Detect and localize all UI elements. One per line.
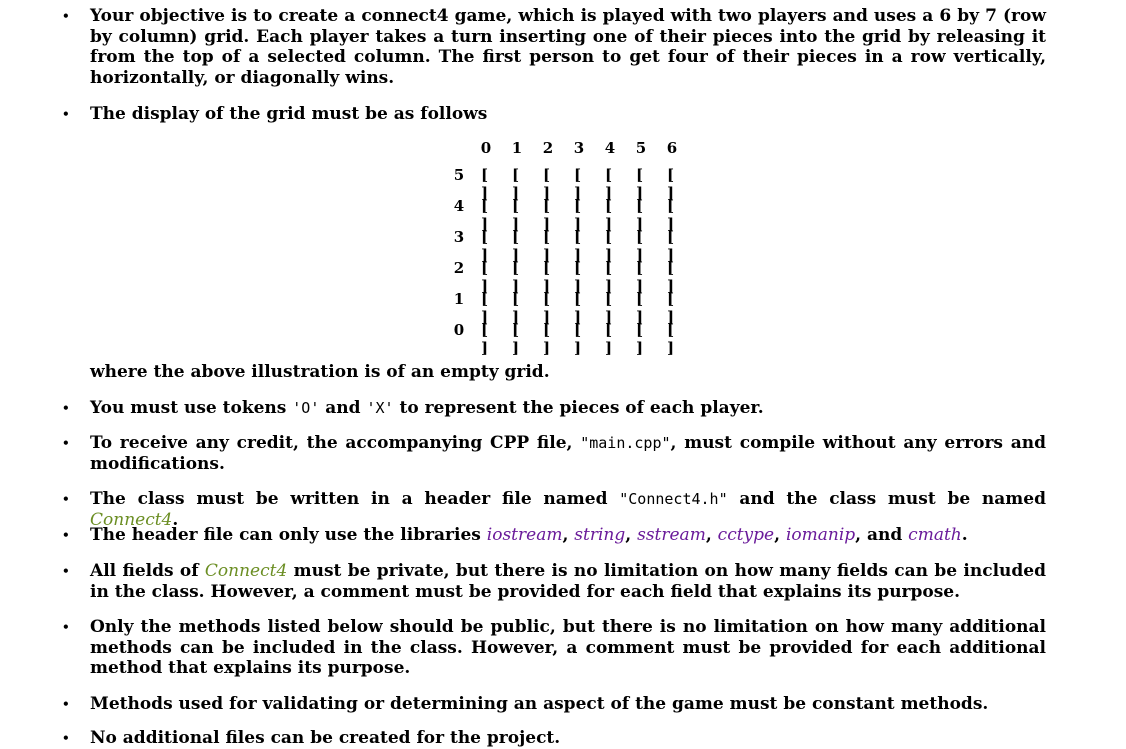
text-run: All fields of (90, 561, 205, 581)
empty-grid-illustration (450, 137, 710, 357)
library-name: sstream (637, 525, 706, 545)
bullet-icon: • (62, 528, 70, 542)
grid-cell: [ ] (573, 166, 585, 202)
text-run: must be private, but there is no limitation on how many fields can be included in the class. However, a comment must be provided for each field that explains its purpose. (90, 561, 1046, 602)
bullet-text-constant (90, 694, 1046, 715)
grid-cell: [ ] (635, 197, 647, 233)
grid-cell: [ ] (635, 228, 647, 264)
grid-row-label: 4 (453, 197, 465, 215)
text-run: to represent the pieces of each player. (393, 398, 764, 418)
grid-cell: [ ] (542, 259, 554, 295)
grid-column-label: 1 (511, 139, 523, 157)
grid-cell: [ ] (573, 259, 585, 295)
grid-cell: [ ] (511, 197, 523, 233)
grid-cell: [ ] (511, 259, 523, 295)
code-literal: 'X' (366, 399, 394, 417)
code-literal: "main.cpp" (580, 434, 671, 452)
text-run: . (961, 525, 968, 545)
library-name: cctype (717, 525, 775, 545)
grid-cell: [ ] (573, 321, 585, 357)
grid-column-label: 5 (635, 139, 647, 157)
bullet-icon: • (62, 564, 70, 578)
library-name: iostream (486, 525, 563, 545)
grid-cell: [ ] (573, 290, 585, 326)
grid-cell: [ ] (542, 228, 554, 264)
grid-row-label: 5 (453, 166, 465, 184)
grid-cell: [ ] (480, 321, 492, 357)
bullet-icon: • (62, 731, 70, 745)
grid-cell: [ ] (542, 321, 554, 357)
grid-column-label: 0 (480, 139, 492, 157)
grid-cell: [ ] (573, 228, 585, 264)
text-run: , must compile without any errors and modifications. (90, 433, 1046, 474)
text-run: , (562, 525, 575, 545)
grid-cell: [ ] (604, 321, 616, 357)
grid-cell: [ ] (635, 166, 647, 202)
grid-cell: [ ] (666, 197, 678, 233)
text-run: . (172, 509, 179, 530)
grid-cell: [ ] (666, 166, 678, 202)
text-run: No additional files can be created for the project. (90, 728, 561, 748)
bullet-icon: • (62, 9, 70, 23)
bullet-icon: • (62, 697, 70, 711)
text-run: The header file can only use the libraries (90, 525, 487, 545)
grid-cell: [ ] (604, 166, 616, 202)
grid-cell: [ ] (635, 290, 647, 326)
grid-cell: [ ] (511, 166, 523, 202)
bullet-icon: • (62, 436, 70, 450)
grid-cell: [ ] (635, 259, 647, 295)
grid-row-label: 0 (453, 321, 465, 339)
text-run: , (625, 525, 638, 545)
bullet-icon: • (62, 107, 70, 121)
bullet-text-fields (90, 561, 1046, 602)
grid-row-label: 3 (453, 228, 465, 246)
grid-cell: [ ] (511, 228, 523, 264)
grid-cell: [ ] (542, 197, 554, 233)
grid-cell: [ ] (604, 228, 616, 264)
library-name: string (574, 525, 626, 545)
grid-cell: [ ] (604, 197, 616, 233)
text-run: The display of the grid must be as follows (90, 104, 488, 124)
grid-row-label: 1 (453, 290, 465, 308)
grid-caption: where the above illustration is of an empty grid. (90, 362, 550, 382)
grid-row-label: 2 (453, 259, 465, 277)
grid-cell: [ ] (666, 321, 678, 357)
grid-cell: [ ] (511, 290, 523, 326)
code-literal: "Connect4.h" (619, 490, 728, 508)
grid-cell: [ ] (635, 321, 647, 357)
grid-cell: [ ] (480, 166, 492, 202)
grid-cell: [ ] (480, 259, 492, 295)
bullet-text-nofiles (90, 728, 1046, 749)
text-run: and the class must be named (727, 489, 1046, 509)
text-run: Methods used for validating or determining an aspect of the game must be constant methods. (90, 694, 989, 714)
bullet-text-methods (90, 617, 1046, 679)
grid-cell: [ ] (604, 290, 616, 326)
grid-cell: [ ] (573, 197, 585, 233)
grid-cell: [ ] (666, 228, 678, 264)
bullet-icon: • (62, 492, 70, 506)
grid-cell: [ ] (604, 259, 616, 295)
bullet-text-libraries (90, 525, 1046, 546)
grid-cell: [ ] (480, 228, 492, 264)
text-run: , (705, 525, 718, 545)
text-run: The class must be written in a header file named (90, 489, 620, 509)
grid-column-label: 6 (666, 139, 678, 157)
grid-cell: [ ] (511, 321, 523, 357)
bullet-text-objective (90, 6, 1046, 89)
class-name: Connect4 (204, 561, 288, 581)
bullet-icon: • (62, 620, 70, 634)
library-name: cmath (908, 525, 962, 545)
grid-cell: [ ] (480, 290, 492, 326)
text-run: Only the methods listed below should be public, but there is no limitation on how many additional methods can be included in the class. However, a comment must be provided for each additional method that explains its purpose. (90, 617, 1046, 679)
grid-cell: [ ] (666, 290, 678, 326)
bullet-icon: • (62, 401, 70, 415)
text-run: You must use tokens (90, 398, 293, 418)
text-run: , and (855, 525, 909, 545)
text-run: Your objective is to create a connect4 game, which is played with two players and uses a 6 by 7 (row by column) grid. Each player takes a turn inserting one of their pieces into the grid by releasing it from the top of a selected column. The first person to get four of their pieces in a row vertically, horizontally, or diagonally wins. (90, 6, 1046, 89)
grid-cell: [ ] (480, 197, 492, 233)
grid-column-label: 2 (542, 139, 554, 157)
bullet-text-tokens (90, 398, 1046, 419)
bullet-text-compile (90, 433, 1046, 474)
grid-cell: [ ] (542, 290, 554, 326)
grid-column-label: 3 (573, 139, 585, 157)
library-name: iomanip (785, 525, 856, 545)
bullet-text-display (90, 104, 1046, 125)
class-name: Connect4 (90, 509, 173, 530)
code-literal: 'O' (292, 399, 320, 417)
grid-cell: [ ] (666, 259, 678, 295)
text-run: and (319, 398, 367, 418)
grid-cell: [ ] (542, 166, 554, 202)
text-run: , (774, 525, 786, 545)
grid-column-label: 4 (604, 139, 616, 157)
text-run: To receive any credit, the accompanying CPP file, (90, 433, 581, 453)
